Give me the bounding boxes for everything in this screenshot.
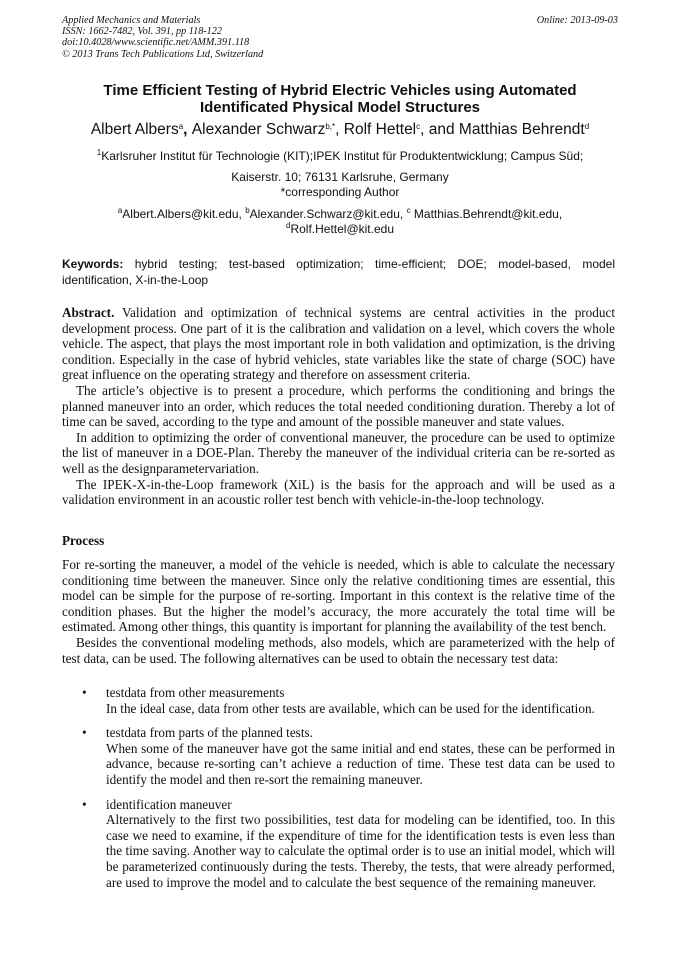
email-line-2 <box>62 222 618 237</box>
paper-title <box>62 82 618 116</box>
journal-name: Applied Mechanics and Materials <box>62 15 201 26</box>
copyright-line: © 2013 Trans Tech Publications Ltd, Switzerland <box>62 48 264 60</box>
body-paragraph: For re-sorting the maneuver, a model of the vehicle is needed, which is able to calculate the necessary conditioning time between the maneuver. Since only the relative conditioning times are essential, this model can be simple for the purpose of re-sorting. Important in this context is the relative time of the condition phases. But the higher the model’s accuracy, the more accurately the total time will be estimated. Among other things, this quantity is important for planning the availability of the test bench. <box>62 557 615 635</box>
email-list <box>62 207 618 237</box>
keywords-label: Keywords: <box>62 257 124 271</box>
keywords <box>62 257 615 288</box>
abstract-paragraph: In addition to optimizing the order of conventional maneuver, the procedure can be used to optimize the list of maneuver in a DOE-Plan. Thereby the maneuver of the individual criteria can be re-sorted as well as the designparametervariation. <box>62 429 615 476</box>
author-name: Rolf Hettel <box>343 121 417 138</box>
author-superscript: a <box>178 122 184 131</box>
bullet-icon: • <box>82 796 87 812</box>
affiliation-text: Karlsruher Institut für Technologie (KIT);IPEK Institut für Produktentwicklung; Campus Süd; <box>101 149 584 163</box>
affiliation <box>62 146 618 188</box>
affiliation-line-2: Kaiserstr. 10; 76131 Karlsruhe, Germany <box>231 170 449 184</box>
abstract-paragraph <box>62 305 615 383</box>
abstract-label: Abstract. <box>62 305 115 320</box>
keywords-text: hybrid testing; test-based optimization; time-efficient; DOE; model-based, model identification, X-in-the-Loop <box>62 257 615 287</box>
author-name: Alexander Schwarz <box>191 121 326 138</box>
email-superscript: d <box>285 221 291 230</box>
abstract-paragraph: The article’s objective is to present a procedure, which performs the conditioning and brings the planned maneuver into an order, which reduces the total needed conditioning duration. Thereby a lot of time can be saved, according to the type and amount of the possible maneuver and state values. <box>62 382 615 430</box>
email-superscript: b <box>245 206 250 215</box>
doi-line: doi:10.4028/www.scientific.net/AMM.391.118 <box>62 37 250 49</box>
email-address: Albert.Albers@kit.edu, <box>122 207 246 221</box>
section-heading: Process <box>62 533 105 548</box>
author-separator: , and <box>420 121 459 138</box>
email-address: Matthias.Behrendt@kit.edu, <box>410 207 563 221</box>
author-name: Albert Albers <box>90 121 179 138</box>
affiliation-line-1 <box>62 146 618 167</box>
author-list <box>62 121 618 139</box>
issn-line: ISSN: 1662-7482, Vol. 391, pp 118-122 <box>62 26 222 38</box>
online-date: Online: 2013-09-03 <box>536 15 618 26</box>
list-item-title: testdata from parts of the planned tests. <box>106 725 313 741</box>
author-separator: , <box>335 121 344 138</box>
email-address: Alexander.Schwarz@kit.edu, <box>249 207 407 221</box>
list-item-title: testdata from other measurements <box>106 685 285 700</box>
process-section <box>62 557 615 666</box>
bullet-icon: • <box>82 685 87 700</box>
list-item <box>82 685 615 716</box>
email-superscript: a <box>117 206 123 215</box>
list-item-title: identification maneuver <box>106 796 232 812</box>
list-item <box>82 797 615 891</box>
author-superscript: b,* <box>325 122 336 131</box>
email-superscript: c <box>406 206 411 215</box>
author-name: Matthias Behrendt <box>458 121 585 138</box>
title-line-2: Identificated Physical Model Structures <box>199 99 481 116</box>
author-superscript: c <box>416 122 421 131</box>
author-superscript: d <box>584 122 590 131</box>
corresponding-author-note: *corresponding Author <box>280 185 400 199</box>
email-address: Rolf.Hettel@kit.edu <box>290 222 394 236</box>
abstract-text: Validation and optimization of technical systems are central activities in the product development process. One part of it is the calibration and validation on a level, which covers the whole vehicle. The aspect, that plays the most important role in both validation and optimization, is the driving condition. Especially in the case of hybrid vehicles, state variables like the state of charge (SOC) have great influence on the operating strategy and therefore on assessment criteria. <box>62 305 615 383</box>
list-item-text: When some of the maneuver have got the same initial and end states, these can be performed in advance, because re-sorting can’t achieve a reduction of time. These test data can be used to identify the model and then re-sort the remaining maneuver. <box>106 740 615 787</box>
bullet-icon: • <box>82 725 87 741</box>
bullet-list <box>82 685 615 899</box>
title-line-1: Time Efficient Testing of Hybrid Electric Vehicles using Automated <box>103 82 577 99</box>
email-line-1 <box>62 207 618 222</box>
list-item-text: In the ideal case, data from other tests are available, which can be used for the identification. <box>106 700 595 716</box>
author-separator: , <box>183 121 192 138</box>
abstract-section <box>62 305 615 508</box>
journal-header <box>62 15 618 60</box>
affiliation-superscript: 1 <box>96 148 102 157</box>
body-paragraph: Besides the conventional modeling methods, also models, which are parameterized with the help of test data, can be used. The following alternatives can be used to obtain the necessary test data: <box>62 634 615 666</box>
abstract-paragraph: The IPEK-X-in-the-Loop framework (XiL) is the basis for the approach and will be used as a validation environment in an acoustic roller test bench with vehicle-in-the-loop technology. <box>62 476 615 508</box>
list-item <box>82 725 615 787</box>
list-item-text: Alternatively to the first two possibilities, test data for modeling can be identified, too. In this case we need to examine, if the expenditure of time for the identification tests is even less than the time saving. Another way to calculate the optimal order is to use an initial model, which will be parameterized continuously during the tests. Thereby, the tests, that were already performed, are used to improve the model and to calculate the best sequence of the remaining maneuver. <box>106 812 615 890</box>
